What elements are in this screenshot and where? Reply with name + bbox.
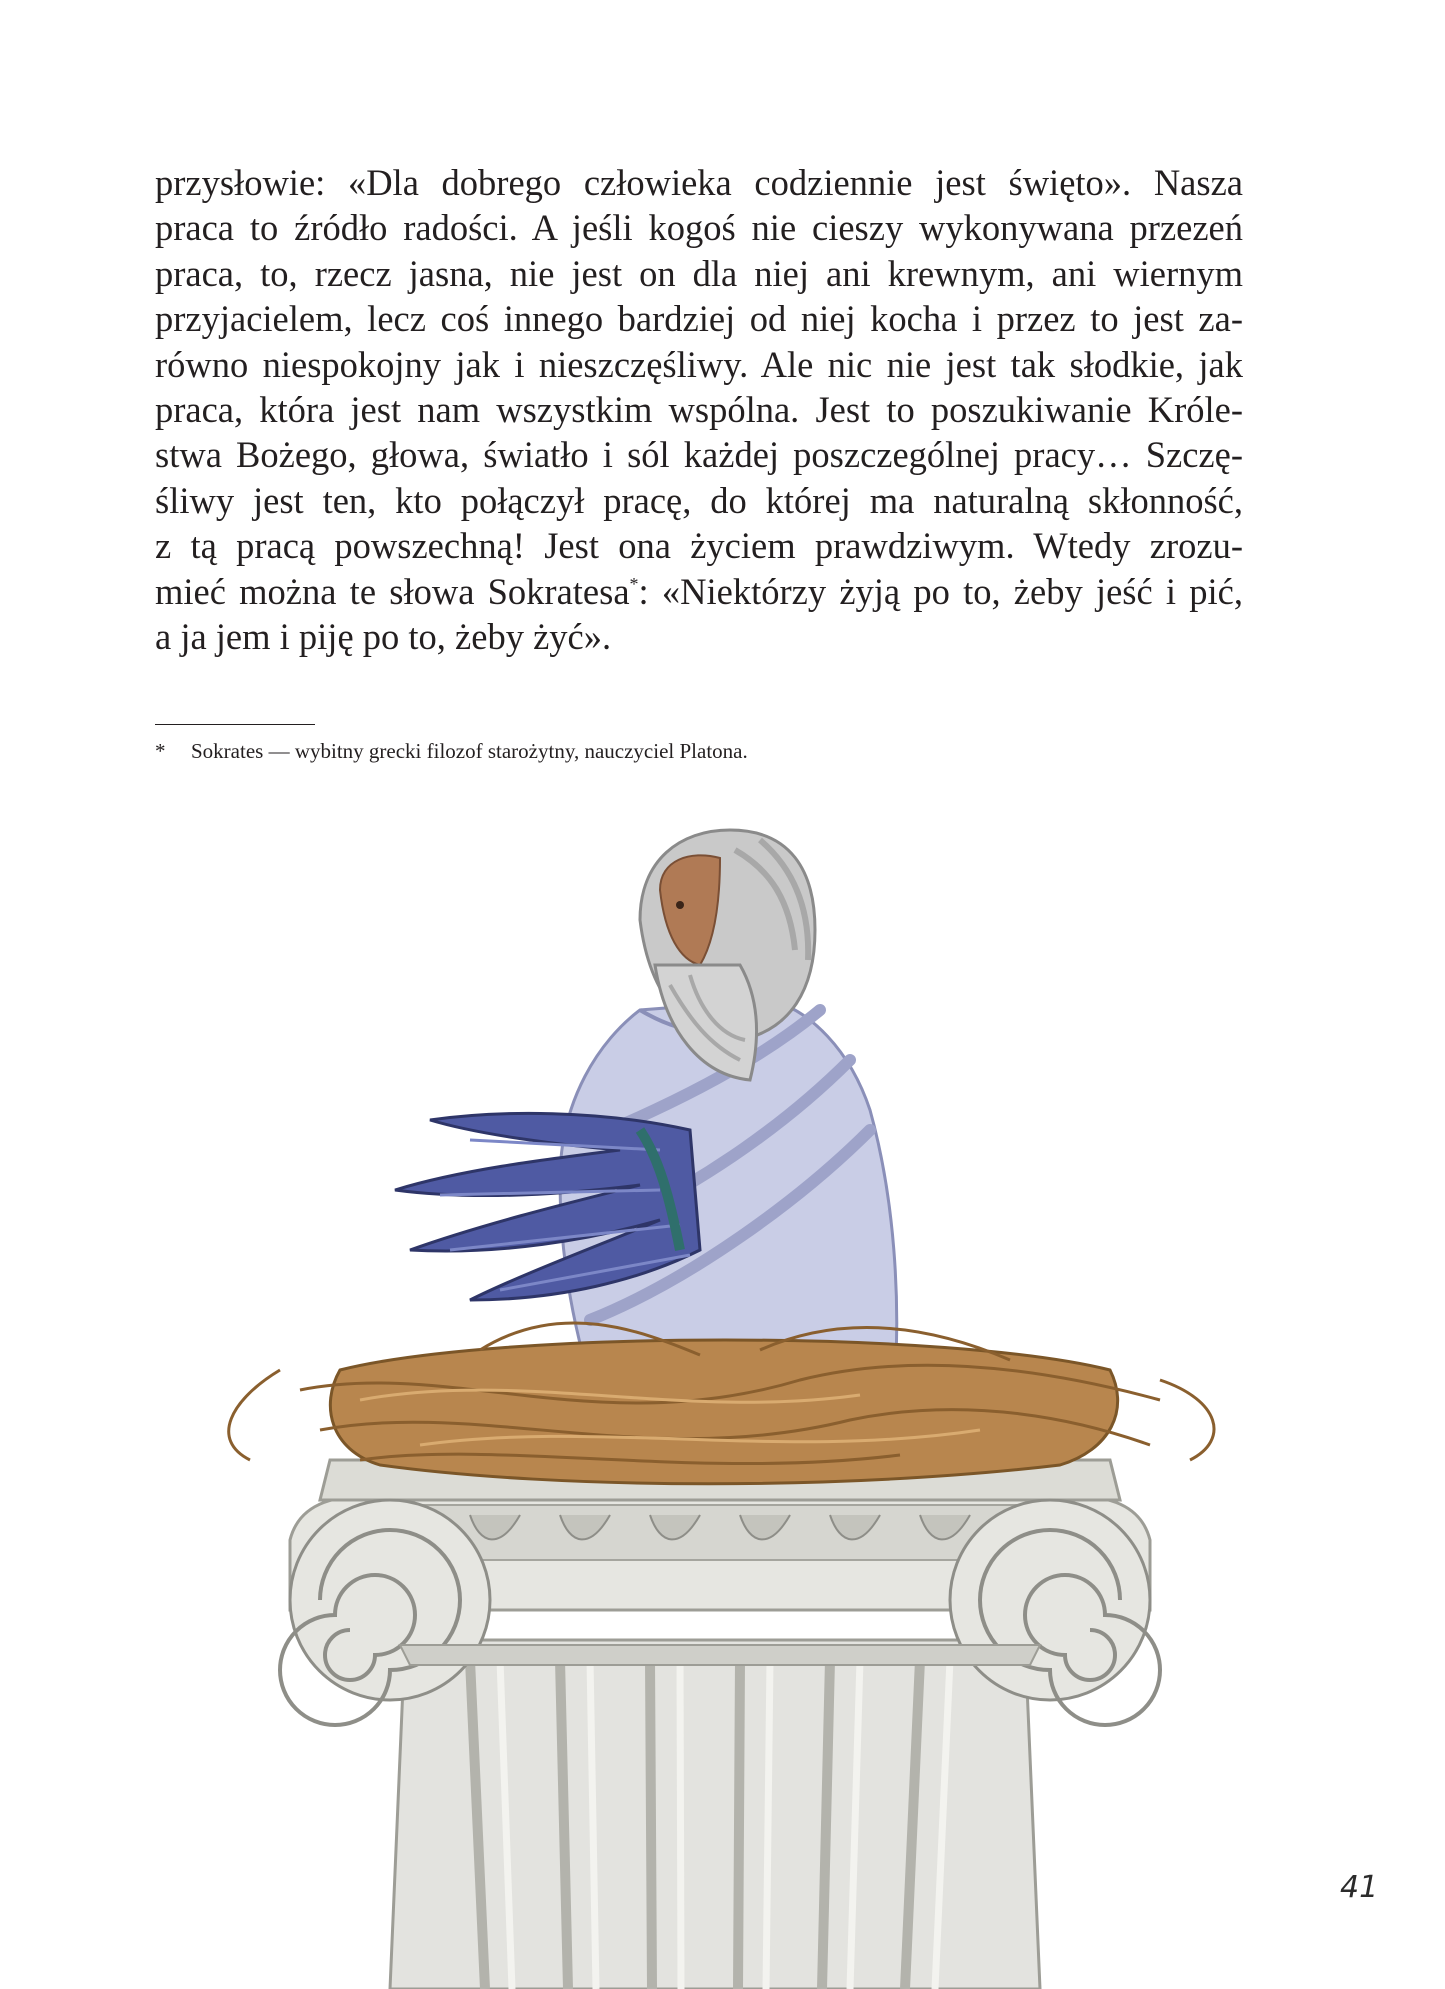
footnote-separator	[155, 724, 315, 725]
text-line: stwa Bożego, głowa, światło i sól każdej poszczególnej pracy… Szczę-	[155, 434, 1243, 476]
socrates-in-nest-on-ionic-column-illustration	[0, 770, 1445, 1989]
text-line: przyjacielem, lecz coś innego bardziej od niej kocha i przez to jest za-	[155, 298, 1243, 340]
footnote-text: Sokrates — wybitny grecki filozof starożytny, nauczyciel Platona.	[191, 739, 748, 763]
text-line: równo niespokojny jak i nieszczęśliwy. Ale nic nie jest tak słodkie, jak	[155, 343, 1243, 385]
column-shaft	[390, 1640, 1040, 1989]
text-segment: mieć można te słowa Sokratesa	[155, 570, 630, 612]
text-line: przysłowie: «Dla dobrego człowieka codziennie jest święto». Nasza	[155, 162, 1243, 203]
text-line: praca, to, rzecz jasna, nie jest on dla niej ani krewnym, ani wiernym	[155, 252, 1243, 294]
text-line: a ja jem i piję po to, żeby żyć».	[155, 616, 612, 658]
text-segment: : «Niektórzy żyją po to, żeby jeść i pić,	[638, 570, 1243, 612]
text-line: z tą pracą powszechną! Jest ona życiem prawdziwym. Wtedy zrozu-	[155, 525, 1243, 567]
text-line: praca, która jest nam wszystkim wspólna. Jest to poszukiwanie Króle-	[155, 389, 1243, 431]
footnote-reference-marker[interactable]: *	[629, 573, 639, 594]
text-line: praca to źródło radości. A jeśli kogoś nie cieszy wykonywana przezeń	[155, 207, 1243, 249]
footnote-marker: *	[155, 739, 166, 763]
nest	[229, 1323, 1214, 1484]
footnote	[155, 736, 1155, 766]
text-line: śliwy jest ten, kto połączył pracę, do której ma naturalną skłonność,	[155, 479, 1243, 521]
body-text	[155, 160, 1243, 659]
text-line-with-footnote-reference	[155, 569, 1243, 614]
page-number: 41	[1340, 1870, 1379, 1905]
